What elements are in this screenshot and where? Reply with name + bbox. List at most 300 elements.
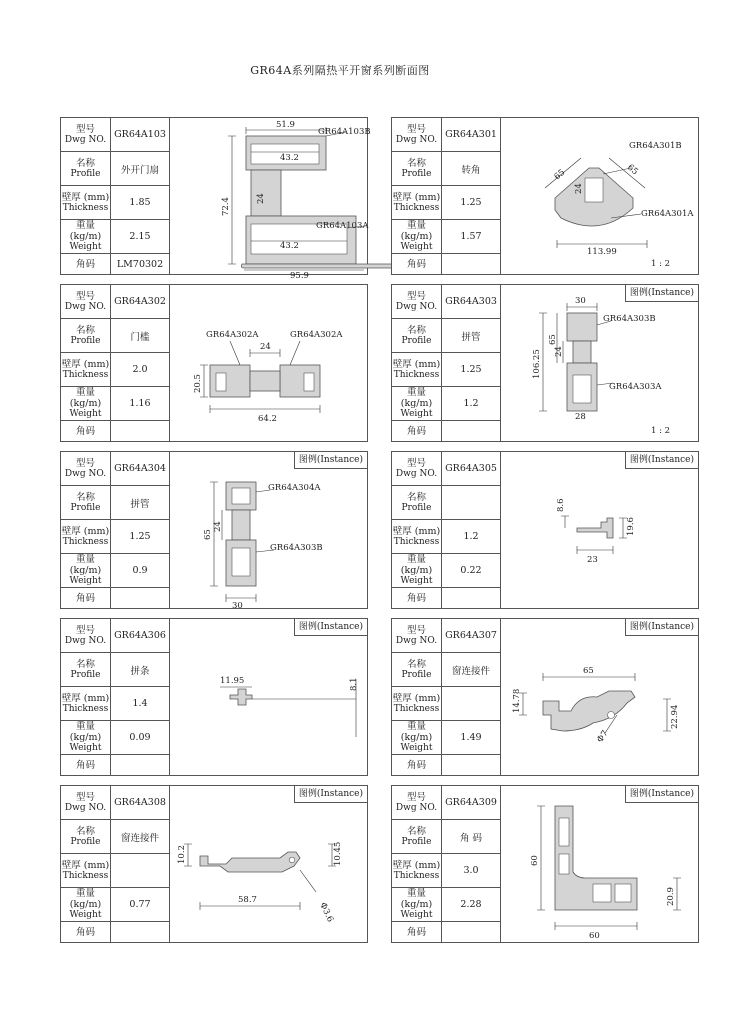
instance-badge: 图例(Instance) xyxy=(625,619,698,636)
spec-label-en: Thickness xyxy=(393,536,440,547)
dim-top: 30 xyxy=(575,296,586,306)
dim-a: 11.95 xyxy=(220,676,245,686)
instance-badge: 图例(Instance) xyxy=(294,452,367,469)
callout-b: GR64A303B xyxy=(603,314,656,324)
spec-value-thickness: 3.0 xyxy=(463,865,479,876)
spec-label-en: Dwg NO. xyxy=(64,635,107,646)
spec-row-thickness xyxy=(392,854,500,888)
spec-value-thickness xyxy=(442,687,500,720)
dim-b: 24 xyxy=(213,521,223,532)
spec-label-profile xyxy=(61,152,111,185)
spec-label-dwg xyxy=(392,786,442,819)
spec-label-profile xyxy=(61,486,111,519)
profile-card xyxy=(391,618,699,776)
dim-inner2: 43.2 xyxy=(280,241,299,251)
spec-row-dwg xyxy=(61,118,169,152)
spec-label-zh: 重量 (kg/m) xyxy=(69,888,102,910)
spec-label-zh: 名称 xyxy=(75,324,95,336)
spec-label-code xyxy=(61,254,111,274)
spec-label-zh: 型号 xyxy=(75,791,95,803)
spec-label-en: Weight xyxy=(400,576,433,586)
spec-row-dwg xyxy=(61,285,169,319)
spec-value-dwg: GR64A309 xyxy=(445,797,497,808)
spec-label-en: Dwg NO. xyxy=(395,301,438,312)
spec-label-en: Dwg NO. xyxy=(395,468,438,479)
spec-row-weight xyxy=(392,721,500,755)
dim-a: 65 xyxy=(552,167,568,183)
profile-card xyxy=(60,284,368,442)
spec-label-thickness xyxy=(392,520,442,553)
dim-dia: Φ3.6 xyxy=(317,901,336,924)
spec-label-dwg xyxy=(61,118,111,151)
spec-label-en: Weight xyxy=(69,910,102,920)
spec-row-profile xyxy=(392,653,500,687)
spec-row-profile xyxy=(392,319,500,353)
spec-label-zh: 名称 xyxy=(406,825,426,837)
dim-right: 10.45 xyxy=(333,841,343,866)
spec-value-dwg: GR64A301 xyxy=(445,129,497,140)
section-drawing xyxy=(501,452,698,608)
spec-label-en: Weight xyxy=(400,242,433,252)
scale: 1 : 2 xyxy=(651,426,671,436)
dim-bottom: 64.2 xyxy=(258,414,277,424)
spec-label-profile xyxy=(61,319,111,352)
spec-row-code xyxy=(61,922,169,942)
dim-b: 19.6 xyxy=(626,517,636,536)
dim-inner1: 43.2 xyxy=(280,153,299,163)
profile-card xyxy=(60,785,368,943)
spec-value-dwg: GR64A307 xyxy=(445,630,497,641)
spec-value-weight: 0.77 xyxy=(129,899,151,910)
spec-label-zh: 名称 xyxy=(75,157,95,169)
spec-value-weight: 2.28 xyxy=(460,899,482,910)
spec-label-weight xyxy=(61,554,111,587)
spec-value-thickness: 2.0 xyxy=(132,364,148,375)
callout-a2: GR64A302A xyxy=(290,330,343,340)
spec-value-weight: 0.9 xyxy=(132,565,148,576)
spec-label-zh: 重量 (kg/m) xyxy=(400,721,433,743)
spec-label-en: Weight xyxy=(400,743,433,753)
spec-label-dwg xyxy=(392,619,442,652)
spec-value-thickness: 1.25 xyxy=(460,364,482,375)
spec-value-profile: 窗连接件 xyxy=(451,665,490,677)
spec-label-text: 角码 xyxy=(406,425,426,437)
spec-value-profile: 转角 xyxy=(461,164,481,176)
spec-label-en: Weight xyxy=(69,409,102,419)
spec-label-thickness xyxy=(392,186,442,219)
spec-label-en: Thickness xyxy=(62,369,109,380)
spec-row-thickness xyxy=(392,520,500,554)
spec-row-code xyxy=(61,254,169,274)
spec-row-thickness xyxy=(392,353,500,387)
callout-b: GR64A303B xyxy=(270,543,323,553)
spec-label-dwg xyxy=(392,118,442,151)
spec-row-code xyxy=(61,421,169,441)
spec-label-zh: 壁厚 (mm) xyxy=(392,859,441,871)
spec-label-profile xyxy=(392,319,442,352)
spec-label-profile xyxy=(392,152,442,185)
spec-row-dwg xyxy=(392,452,500,486)
spec-label-zh: 壁厚 (mm) xyxy=(392,692,441,704)
spec-row-dwg xyxy=(61,786,169,820)
section-drawing xyxy=(501,118,698,274)
spec-label-text: 角码 xyxy=(75,592,95,604)
spec-label-zh: 重量 (kg/m) xyxy=(69,554,102,576)
spec-label-thickness xyxy=(392,854,442,887)
spec-label-dwg xyxy=(392,452,442,485)
spec-value-thickness: 1.25 xyxy=(460,197,482,208)
dim-left: 60 xyxy=(530,855,540,866)
section-drawing xyxy=(501,786,698,942)
spec-label-en: Profile xyxy=(401,168,432,179)
profile-card xyxy=(60,117,371,281)
spec-label-weight xyxy=(61,721,111,754)
spec-label-en: Profile xyxy=(70,669,101,680)
dim-top: 51.9 xyxy=(276,120,295,130)
dim-bottom: 30 xyxy=(232,601,243,611)
spec-label-code xyxy=(392,755,442,775)
spec-row-profile xyxy=(392,820,500,854)
spec-label-weight xyxy=(392,888,442,921)
callout-a: GR64A103A xyxy=(316,221,369,231)
spec-label-zh: 型号 xyxy=(75,290,95,302)
dim-bottom: 58.7 xyxy=(238,895,257,905)
spec-label-zh: 型号 xyxy=(406,624,426,636)
spec-label-en: Profile xyxy=(401,836,432,847)
profile-drawing xyxy=(220,679,356,737)
spec-label-zh: 型号 xyxy=(406,290,426,302)
dim-left: 14.78 xyxy=(512,688,522,713)
spec-label-zh: 型号 xyxy=(75,123,95,135)
spec-row-weight xyxy=(392,387,500,421)
spec-label-text: 角码 xyxy=(406,926,426,938)
spec-label-code xyxy=(392,922,442,942)
spec-label-text: 角码 xyxy=(75,926,95,938)
spec-value-code xyxy=(442,588,500,608)
spec-label-en: Dwg NO. xyxy=(64,468,107,479)
spec-label-zh: 名称 xyxy=(406,324,426,336)
spec-table xyxy=(392,619,500,775)
spec-row-code xyxy=(392,922,500,942)
spec-label-zh: 重量 (kg/m) xyxy=(400,554,433,576)
spec-label-text: 角码 xyxy=(75,759,95,771)
spec-label-text: 角码 xyxy=(406,759,426,771)
section-drawing xyxy=(501,285,698,441)
spec-label-en: Thickness xyxy=(393,870,440,881)
spec-label-code xyxy=(61,922,111,942)
profile-card xyxy=(391,785,699,943)
spec-row-dwg xyxy=(392,285,500,319)
spec-label-zh: 型号 xyxy=(406,123,426,135)
spec-table xyxy=(392,786,500,942)
spec-label-en: Dwg NO. xyxy=(395,635,438,646)
spec-value-profile xyxy=(442,486,500,519)
spec-label-profile xyxy=(61,820,111,853)
callout-b: GR64A301B xyxy=(629,141,682,151)
spec-row-weight xyxy=(61,888,169,922)
spec-label-weight xyxy=(392,721,442,754)
spec-value-dwg: GR64A304 xyxy=(114,463,166,474)
section-drawing xyxy=(501,619,698,775)
dim-total: 106.25 xyxy=(532,349,542,379)
spec-value-profile: 拼条 xyxy=(130,665,150,677)
spec-value-thickness: 1.85 xyxy=(129,197,151,208)
scale: 1 : 2 xyxy=(651,259,671,269)
spec-label-zh: 名称 xyxy=(406,157,426,169)
spec-label-en: Thickness xyxy=(393,703,440,714)
spec-label-thickness xyxy=(61,687,111,720)
dim-left: 10.2 xyxy=(177,845,187,864)
spec-value-weight: 0.09 xyxy=(129,732,151,743)
spec-value-code xyxy=(442,254,500,274)
spec-row-code xyxy=(392,588,500,608)
spec-label-thickness xyxy=(61,854,111,887)
spec-value-dwg: GR64A303 xyxy=(445,296,497,307)
spec-value-profile: 角 码 xyxy=(459,832,483,844)
spec-label-zh: 壁厚 (mm) xyxy=(392,525,441,537)
section-drawing xyxy=(170,285,367,441)
callout-b: GR64A103B xyxy=(318,127,371,137)
dim-mid: 24 xyxy=(260,342,271,352)
dim-height: 72.4 xyxy=(221,197,231,216)
spec-label-code xyxy=(61,588,111,608)
spec-label-en: Profile xyxy=(70,168,101,179)
spec-label-dwg xyxy=(61,786,111,819)
spec-value-thickness xyxy=(111,854,169,887)
spec-label-text: 角码 xyxy=(406,258,426,270)
dim-a: 8.6 xyxy=(556,498,566,512)
section-drawing xyxy=(170,786,367,942)
spec-label-zh: 重量 (kg/m) xyxy=(400,220,433,242)
dim-bottom: 23 xyxy=(587,555,598,565)
profile-card xyxy=(60,618,368,776)
dim-bottom: 95.9 xyxy=(290,271,309,281)
page-title: GR64A系列隔热平开窗系列断面图 xyxy=(250,64,430,77)
spec-value-dwg: GR64A308 xyxy=(114,797,166,808)
spec-label-en: Profile xyxy=(70,502,101,513)
spec-label-weight xyxy=(61,387,111,420)
spec-row-thickness xyxy=(61,186,169,220)
spec-label-profile xyxy=(392,653,442,686)
spec-label-thickness xyxy=(61,353,111,386)
spec-label-zh: 壁厚 (mm) xyxy=(61,692,110,704)
spec-label-en: Weight xyxy=(69,576,102,586)
profile-drawing xyxy=(537,806,681,930)
spec-row-profile xyxy=(61,653,169,687)
dim-top: 65 xyxy=(583,666,594,676)
spec-row-profile xyxy=(61,486,169,520)
spec-label-en: Thickness xyxy=(393,202,440,213)
spec-row-profile xyxy=(61,152,169,186)
spec-label-en: Dwg NO. xyxy=(64,134,107,145)
spec-value-weight: 1.2 xyxy=(463,398,479,409)
spec-label-zh: 壁厚 (mm) xyxy=(392,358,441,370)
spec-label-en: Dwg NO. xyxy=(395,802,438,813)
spec-label-zh: 名称 xyxy=(75,658,95,670)
spec-row-thickness xyxy=(61,520,169,554)
dim-b: 8.1 xyxy=(349,677,359,691)
spec-label-dwg xyxy=(61,285,111,318)
spec-value-thickness: 1.25 xyxy=(129,531,151,542)
spec-table xyxy=(392,452,500,608)
spec-value-weight: 1.16 xyxy=(129,398,151,409)
spec-value-dwg: GR64A302 xyxy=(114,296,166,307)
dim-height: 20.5 xyxy=(193,374,203,393)
spec-label-en: Thickness xyxy=(62,870,109,881)
dim-mid: 24 xyxy=(574,183,584,194)
spec-label-thickness xyxy=(392,353,442,386)
spec-label-zh: 重量 (kg/m) xyxy=(69,721,102,743)
dim-right: 20.9 xyxy=(666,887,676,906)
spec-label-dwg xyxy=(392,285,442,318)
spec-row-dwg xyxy=(61,619,169,653)
spec-label-zh: 型号 xyxy=(75,624,95,636)
spec-row-weight xyxy=(61,554,169,588)
spec-row-thickness xyxy=(392,186,500,220)
section-drawing xyxy=(170,118,371,281)
profile-card xyxy=(391,117,699,275)
spec-value-weight: 2.15 xyxy=(129,231,151,242)
spec-value-profile: 门槛 xyxy=(130,331,150,343)
spec-label-thickness xyxy=(61,186,111,219)
spec-label-en: Dwg NO. xyxy=(395,134,438,145)
spec-table xyxy=(61,619,169,775)
callout-a: GR64A303A xyxy=(609,382,662,392)
spec-label-code xyxy=(392,254,442,274)
spec-row-thickness xyxy=(392,687,500,721)
profile-drawing xyxy=(539,303,613,411)
instance-badge: 图例(Instance) xyxy=(625,285,698,302)
profile-card xyxy=(60,451,368,609)
spec-label-weight xyxy=(61,888,111,921)
spec-label-code xyxy=(392,421,442,441)
spec-row-dwg xyxy=(392,786,500,820)
dim-bottom: 28 xyxy=(575,412,586,422)
spec-row-thickness xyxy=(61,854,169,888)
spec-value-code xyxy=(111,421,169,441)
spec-label-zh: 名称 xyxy=(75,825,95,837)
spec-label-en: Thickness xyxy=(62,703,109,714)
spec-label-zh: 重量 (kg/m) xyxy=(400,888,433,910)
spec-row-weight xyxy=(392,220,500,254)
spec-label-weight xyxy=(392,554,442,587)
spec-row-profile xyxy=(61,820,169,854)
spec-label-weight xyxy=(392,387,442,420)
spec-value-code xyxy=(442,922,500,942)
spec-label-zh: 名称 xyxy=(75,491,95,503)
spec-table xyxy=(392,118,500,274)
spec-row-weight xyxy=(61,721,169,755)
spec-label-thickness xyxy=(392,687,442,720)
spec-label-profile xyxy=(61,653,111,686)
spec-table xyxy=(392,285,500,441)
spec-label-code xyxy=(61,421,111,441)
spec-label-weight xyxy=(392,220,442,253)
spec-label-en: Thickness xyxy=(393,369,440,380)
spec-value-dwg: GR64A306 xyxy=(114,630,166,641)
spec-value-code xyxy=(111,755,169,775)
spec-value-dwg: GR64A305 xyxy=(445,463,497,474)
spec-row-dwg xyxy=(392,619,500,653)
callout-a: GR64A304A xyxy=(268,483,321,493)
spec-label-en: Profile xyxy=(401,669,432,680)
spec-label-zh: 壁厚 (mm) xyxy=(392,191,441,203)
spec-label-en: Dwg NO. xyxy=(64,301,107,312)
spec-value-profile: 外开门扇 xyxy=(120,164,159,176)
dim-bottom: 60 xyxy=(589,931,600,941)
spec-value-code xyxy=(442,755,500,775)
section-drawing xyxy=(170,619,367,775)
spec-value-code xyxy=(442,421,500,441)
spec-row-weight xyxy=(392,888,500,922)
spec-table xyxy=(61,786,169,942)
spec-label-en: Weight xyxy=(69,242,102,252)
dim-dia: Φ7 xyxy=(595,728,611,745)
spec-label-zh: 名称 xyxy=(406,658,426,670)
instance-badge: 图例(Instance) xyxy=(625,786,698,803)
spec-label-profile xyxy=(392,820,442,853)
dim-b: 24 xyxy=(554,346,564,357)
spec-value-weight: 0.22 xyxy=(460,565,482,576)
profile-drawing xyxy=(561,516,627,554)
spec-value-code xyxy=(111,588,169,608)
spec-label-zh: 壁厚 (mm) xyxy=(61,358,110,370)
spec-row-dwg xyxy=(392,118,500,152)
dim-a: 65 xyxy=(548,334,558,345)
spec-value-code xyxy=(111,922,169,942)
spec-value-profile: 窗连接件 xyxy=(120,832,159,844)
spec-row-weight xyxy=(61,387,169,421)
profile-drawing xyxy=(519,673,671,733)
spec-table xyxy=(61,452,169,608)
spec-label-thickness xyxy=(61,520,111,553)
spec-label-text: 角码 xyxy=(406,592,426,604)
spec-table xyxy=(61,118,169,274)
spec-label-weight xyxy=(61,220,111,253)
spec-label-code xyxy=(61,755,111,775)
spec-label-en: Profile xyxy=(401,335,432,346)
spec-label-dwg xyxy=(61,619,111,652)
spec-label-zh: 壁厚 (mm) xyxy=(61,859,110,871)
profile-drawing xyxy=(210,482,274,602)
spec-label-en: Profile xyxy=(70,335,101,346)
spec-row-code xyxy=(61,755,169,775)
dim-mid: 24 xyxy=(256,193,266,204)
spec-value-profile: 拼管 xyxy=(461,331,481,343)
spec-label-en: Thickness xyxy=(62,202,109,213)
profile-card xyxy=(391,284,699,442)
spec-label-zh: 型号 xyxy=(406,791,426,803)
spec-label-zh: 型号 xyxy=(75,457,95,469)
spec-label-en: Profile xyxy=(401,502,432,513)
spec-label-zh: 重量 (kg/m) xyxy=(69,387,102,409)
spec-value-profile: 拼管 xyxy=(130,498,150,510)
spec-label-zh: 壁厚 (mm) xyxy=(61,525,110,537)
callout-a: GR64A302A xyxy=(206,330,259,340)
spec-value-thickness: 1.4 xyxy=(132,698,148,709)
profile-drawing xyxy=(184,844,336,910)
spec-label-zh: 重量 (kg/m) xyxy=(400,387,433,409)
spec-row-profile xyxy=(392,486,500,520)
spec-label-en: Profile xyxy=(70,836,101,847)
spec-row-profile xyxy=(61,319,169,353)
spec-row-code xyxy=(392,254,500,274)
dim-right: 22.94 xyxy=(670,704,680,729)
spec-row-code xyxy=(392,421,500,441)
spec-label-en: Weight xyxy=(400,910,433,920)
spec-label-profile xyxy=(392,486,442,519)
spec-row-code xyxy=(61,588,169,608)
